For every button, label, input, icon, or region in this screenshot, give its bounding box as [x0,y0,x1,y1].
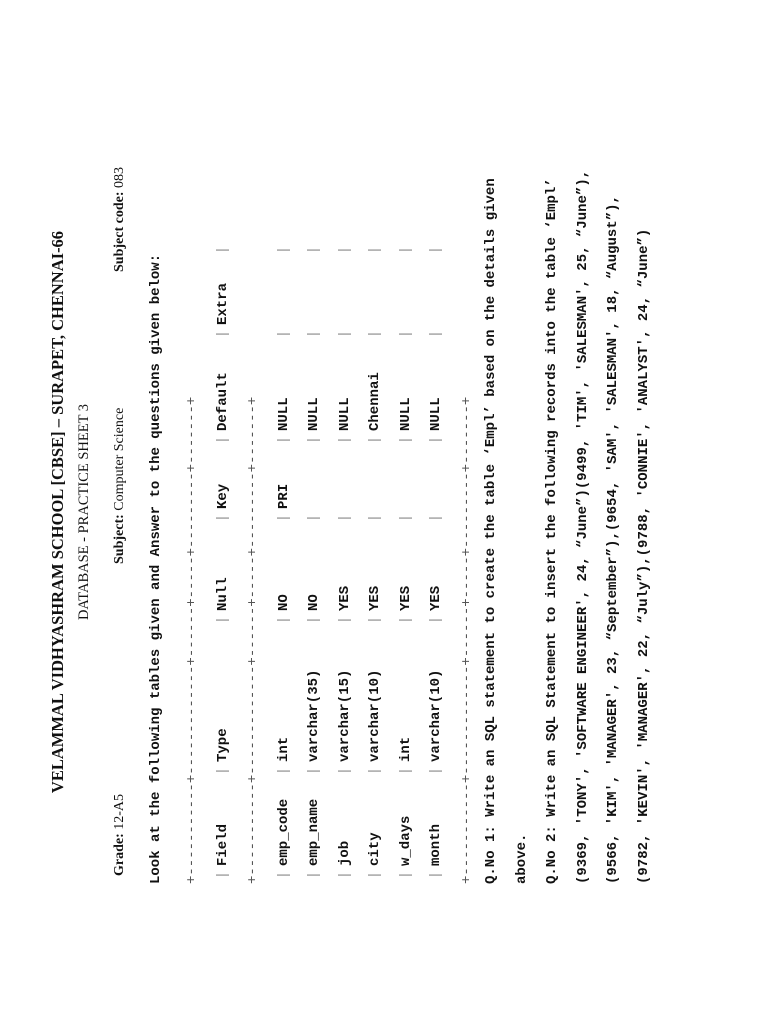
subject-label: Subject: [112,514,127,564]
subject-line [112,408,128,564]
question-2-line-2: (9369, 'TONY', 'SOFTWARE ENGINEER', 24, “June”)(9499, 'TIM', 'SALESMAN', 25, “June”), [574,169,591,884]
header-key: Key [214,483,231,509]
cell-type: int [275,736,292,762]
cell-extra [269,259,300,325]
cell-type: varchar(10) [428,669,444,762]
table-bottom-border: +-----------+-------------+------+-----+---------+-------+ [458,396,475,884]
table-header-row: | Field | Type | Null | Key | Default | Extra | [208,241,239,884]
table-top-border: +-----------+-------------+------+-----+---------+-------+ [184,396,200,884]
cell-extra [360,259,391,325]
cell-default: NULL [397,397,414,431]
question-1-line-1: Q.No 1: Write an SQL statement to create the table ‘Empl’ based on the details given [483,178,499,884]
cell-field: w_days [397,815,414,866]
cell-field: emp_name [306,798,322,866]
header-null: Null [214,577,231,611]
cell-default: NULL [428,397,444,431]
table-header-border: +-----------+-------------+------+-----+---------+-------+ [245,396,261,884]
table-row: | city | varchar(10) | YES | | Chennai | | [360,241,391,884]
table-row: | emp_name | varchar(35) | NO | | NULL | | [299,241,330,884]
table-row: | w_days | int | YES | | NULL | | [391,241,422,884]
cell-null: YES [397,585,414,611]
cell-field: city [367,832,383,866]
question-2-line-4: (9782, 'KEVIN', 'MANAGER', 22, “July”),(9788, 'CONNIE', 'ANALYST', 24, “June”) [635,228,652,884]
cell-extra [391,259,422,325]
cell-default: NULL [336,397,353,431]
cell-extra [330,259,361,325]
cell-null: NO [275,594,292,611]
cell-extra [299,259,330,325]
subject-code-value: 083 [112,167,127,188]
table-row: | month | varchar(10) | YES | | NULL | | [421,241,452,884]
grade-value: 12-A5 [112,793,127,830]
cell-key [360,449,391,509]
cell-null: NO [306,594,322,611]
cell-default: NULL [275,397,292,431]
subject-code-line [112,167,128,272]
question-2-line-1: Q.No 2: Write an SQL Statement to insert the following records into the table ‘Empl’ [544,178,560,884]
intro-instruction: Look at the following tables given and Answer to the questions given below: [148,253,164,884]
question-1-line-2: above. [513,833,530,884]
grade-label: Grade: [112,833,127,876]
cell-null: YES [367,585,383,611]
cell-field: month [428,823,444,866]
cell-key [299,449,330,509]
cell-key: PRI [275,483,292,509]
cell-type: varchar(35) [306,669,322,762]
cell-type: varchar(15) [336,669,353,762]
table-row: | emp_code | int | NO | PRI | NULL | | [269,241,300,884]
cell-extra [421,259,452,325]
cell-field: job [336,840,353,866]
table-row: | job | varchar(15) | YES | | NULL | | [330,241,361,884]
cell-field: emp_code [275,798,292,866]
subject-value: Computer Science [112,407,127,511]
cell-key [421,449,452,509]
cell-key [391,449,422,509]
subject-code-label: Subject code: [112,191,127,272]
sheet-title: DATABASE - PRACTICE SHEET 3 [76,403,92,621]
school-title: VELAMMAL VIDHYASHRAM SCHOOL [CBSE] – SURAPET, CHENNAI-66 [48,230,67,794]
cell-null: YES [336,585,353,611]
question-2-line-3: (9566, 'KIM', 'MANAGER', 23, “September”),(9654, 'SAM', 'SALESMAN', 18, “August”), [605,195,621,884]
cell-type: varchar(10) [367,669,383,762]
cell-default: Chennai [367,372,383,431]
schema-table [177,241,482,884]
header-field: Field [214,823,231,866]
header-type: Type [214,728,231,762]
header-default: Default [214,372,231,431]
cell-null: YES [428,585,444,611]
questions-block [476,0,659,884]
grade-line [112,794,128,876]
cell-key [330,449,361,509]
cell-default: NULL [306,397,322,431]
header-extra: Extra [214,282,231,325]
cell-type: int [397,736,414,762]
